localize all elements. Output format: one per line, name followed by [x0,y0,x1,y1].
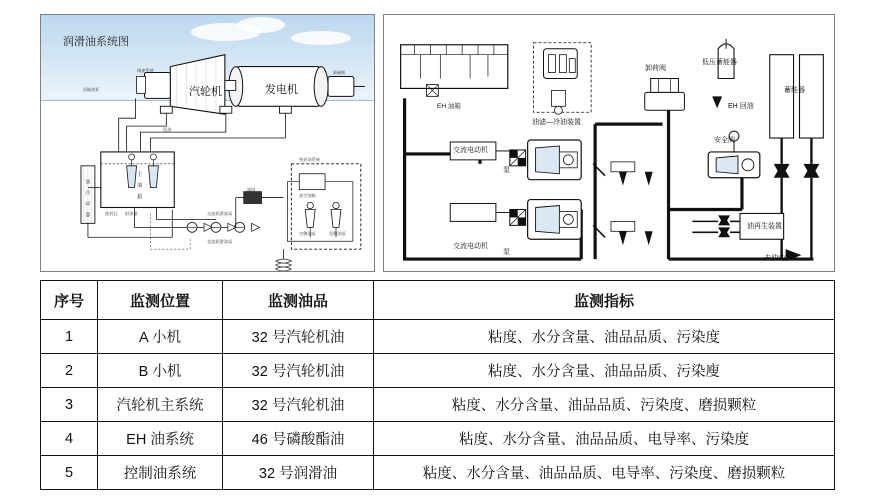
eh-oil-system-diagram [383,14,835,272]
turbine-label: 汽轮机 [189,86,222,98]
cell-location: B 小机 [98,354,223,388]
table-header-location: 监测位置 [98,281,223,320]
table-header-indicators: 监测指标 [374,281,835,320]
cell-indicators: 粘度、水分含量、油品品质、污染度 [374,320,835,354]
pump-1-label: 泵 [503,167,510,174]
accumulator-label: 蓄能器 [784,87,805,94]
low-pressure-accumulator-label: 低压蓄能器 [702,59,737,66]
cell-indicators: 粘度、水分含量、油品品质、污染廋 [374,354,835,388]
right-diagram-svg [384,15,834,271]
ac-motor-2-label: 交流电动机 [453,243,488,250]
table-row [41,354,835,388]
vacuum-tank-label: 真空油箱 [299,193,316,198]
pump-2-label: 泵 [503,249,510,256]
cell-location: A 小机 [98,320,223,354]
cell-index: 2 [41,354,98,388]
cell-index: 4 [41,422,98,456]
diagram-panels [40,14,835,272]
table-header-oil: 监测油品 [223,281,374,320]
oil-regeneration-label: 油再生装置 [747,223,782,230]
cell-oil: 46 号磷酸酯油 [223,422,374,456]
left-diagram-svg [41,15,374,271]
hydrogen-side-pump-label: 氢侧油泵 [329,231,346,236]
cell-index: 5 [41,456,98,490]
oil-filter-cooler-label: 油滤—冷油装置 [532,119,581,126]
oil-cooler-label: 油 冷 却 器 [84,179,91,217]
drain-label: 回油 [163,127,172,132]
table-row [41,422,835,456]
table-row [41,388,835,422]
filter-label: 滤网 [247,187,256,192]
to-actuator-label: 去油动机 [764,255,792,262]
monitoring-table [40,280,835,490]
oil-ejector-label: 射油器 [125,211,138,216]
cell-oil: 32 号汽轮机油 [223,320,374,354]
lubricating-oil-system-diagram [40,14,375,272]
cell-index: 3 [41,388,98,422]
panel-title: 润滑油系统图 [63,36,129,48]
table-header-row [41,281,835,320]
main-oil-tank-label: 主 油 箱 [135,171,142,200]
seal-shoe-label: 密封瓦 [105,211,118,216]
cell-oil: 32 号汽轮机油 [223,354,374,388]
ac-lube-pump-label: 交流润滑油泵 [207,211,233,216]
cell-indicators: 粘度、水分含量、油品品质、污染度、磨损颗粒 [374,388,835,422]
eh-oil-tank-label: EH 油箱 [437,103,461,110]
eh-return-label: EH 回油 [728,103,754,110]
cell-indicators: 粘度、水分含量、油品品质、电导率、污染度 [374,422,835,456]
generator-label: 发电机 [265,84,298,96]
cell-oil: 32 号汽轮机油 [223,388,374,422]
dc-lube-pump-label: 直流润滑油泵 [207,239,233,244]
table-row [41,456,835,490]
cell-index: 1 [41,320,98,354]
safety-valve-label: 安全阀 [714,137,735,144]
table-header-index: 序号 [41,281,98,320]
exciter-label: 励磁机 [333,70,346,75]
cell-oil: 32 号润滑油 [223,456,374,490]
cell-location: 控制油系统 [98,456,223,490]
governing-system-label: 调速系统 [137,68,154,73]
seal-oil-system-label: 密封油系统 [299,157,320,162]
unload-valve-label: 卸荷阀 [645,65,666,72]
jacking-oil-pump-label: 顶轴油泵 [83,87,99,92]
cell-location: EH 油系统 [98,422,223,456]
ac-motor-1-label: 交流电动机 [453,147,488,154]
air-side-pump-label: 空侧油泵 [299,231,316,236]
cell-location: 汽轮机主系统 [98,388,223,422]
table-row [41,320,835,354]
cell-indicators: 粘度、水分含量、油品品质、电导率、污染度、磨损颗粒 [374,456,835,490]
